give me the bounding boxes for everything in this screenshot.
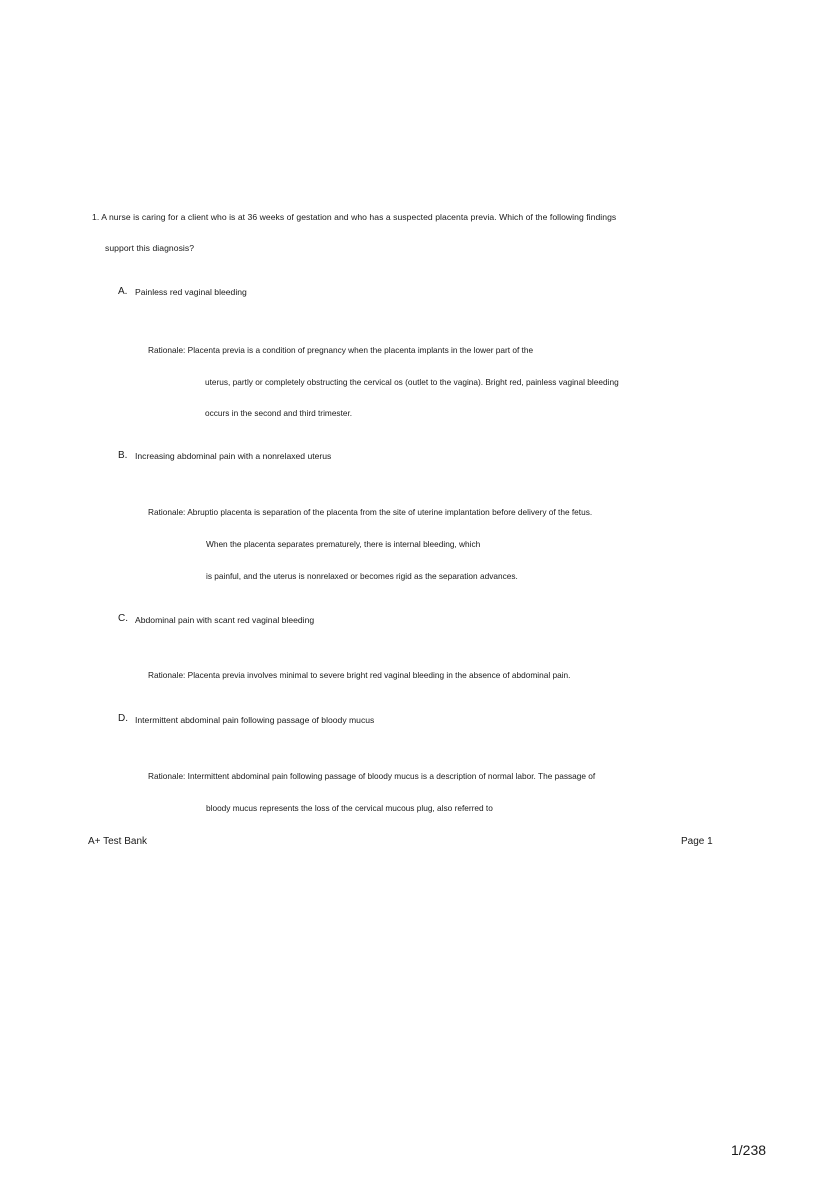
option-c-text: Abdominal pain with scant red vaginal bleeding xyxy=(135,615,315,625)
option-d-rationale-line-1: Rationale: Intermittent abdominal pain following passage of bloody mucus is a description of normal labor. The passage of xyxy=(148,771,596,781)
question-stem-line-1: 1. A nurse is caring for a client who is at 36 weeks of gestation and who has a suspected placenta previa. Which of the following findings xyxy=(92,212,617,222)
option-b-text: Increasing abdominal pain with a nonrelaxed uterus xyxy=(135,451,332,461)
option-d-letter: D. xyxy=(118,713,128,724)
footer-page-number: Page 1 xyxy=(681,836,713,847)
option-a-rationale-line-2: uterus, partly or completely obstructing the cervical os (outlet to the vagina). Bright red, painless vaginal bleeding xyxy=(205,377,619,387)
option-c-letter: C. xyxy=(118,613,128,624)
option-a-rationale-line-1: Rationale: Placenta previa is a condition of pregnancy when the placenta implants in the lower part of the xyxy=(148,345,534,355)
option-b-rationale-line-1: Rationale: Abruptio placenta is separation of the placenta from the site of uterine implantation before delivery of the fetus. xyxy=(148,507,593,517)
option-c-rationale-line-1: Rationale: Placenta previa involves minimal to severe bright red vaginal bleeding in the absence of abdominal pain. xyxy=(148,670,571,680)
question-stem-line-2: support this diagnosis? xyxy=(105,243,195,253)
option-d-rationale-line-2: bloody mucus represents the loss of the cervical mucous plug, also referred to xyxy=(206,803,493,813)
option-a-text: Painless red vaginal bleeding xyxy=(135,287,247,297)
footer-title: A+ Test Bank xyxy=(88,836,148,847)
option-d-text: Intermittent abdominal pain following passage of bloody mucus xyxy=(135,715,375,725)
option-b-letter: B. xyxy=(118,450,128,461)
option-b-rationale-line-2: When the placenta separates prematurely, there is internal bleeding, which xyxy=(206,539,481,549)
page-counter: 1/238 xyxy=(731,1142,767,1158)
option-a-rationale-line-3: occurs in the second and third trimester. xyxy=(205,408,353,418)
option-b-rationale-line-3: is painful, and the uterus is nonrelaxed or becomes rigid as the separation advances. xyxy=(206,571,518,581)
option-a-letter: A. xyxy=(118,286,128,297)
